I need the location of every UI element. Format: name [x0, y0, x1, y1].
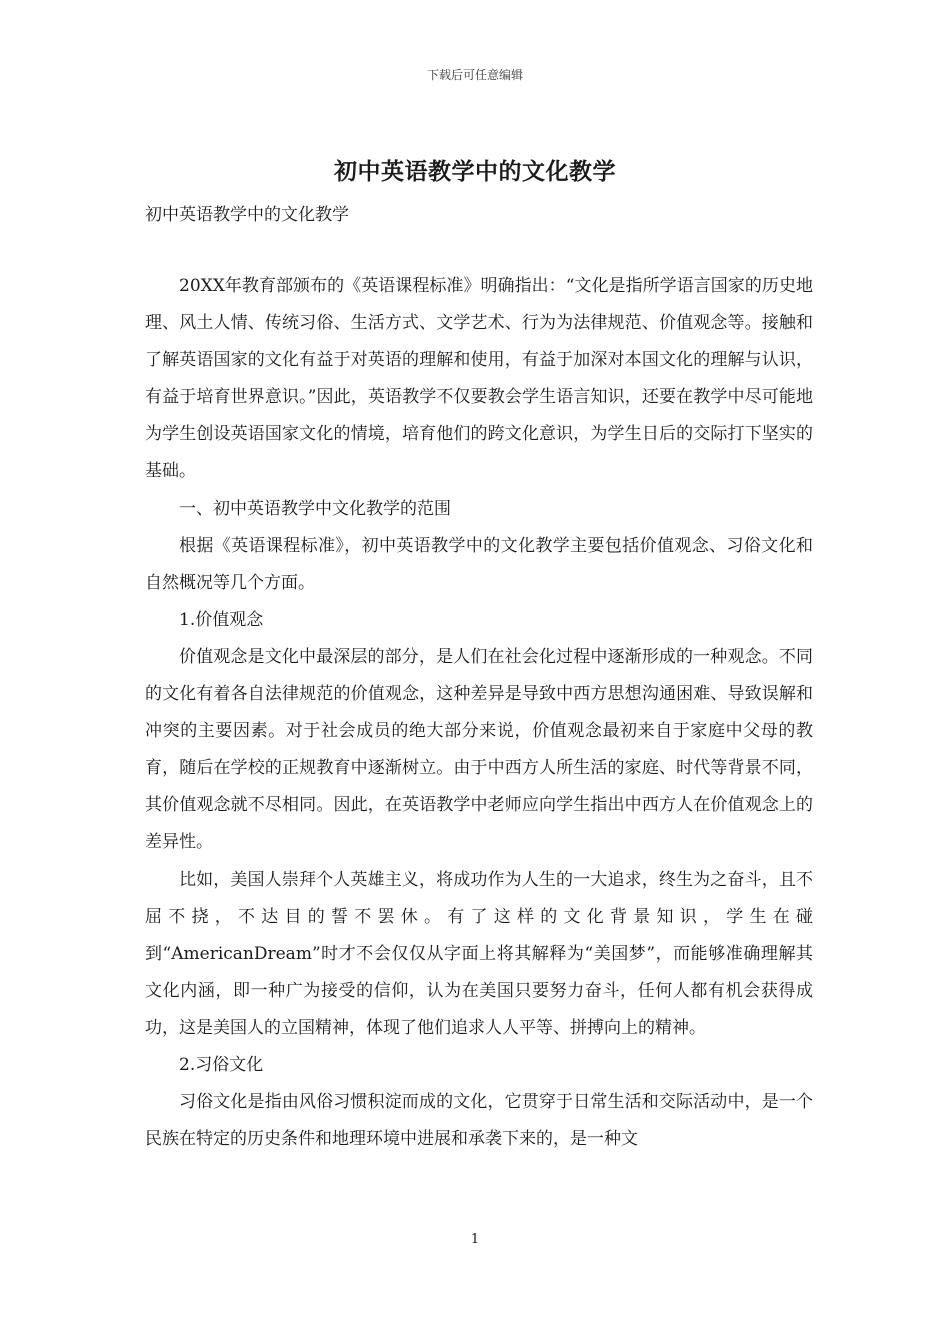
document-title: 初中英语教学中的文化教学 — [334, 158, 616, 185]
document-subtitle: 初中英语教学中的文化教学 — [145, 205, 349, 225]
section-heading-scope: 一、初中英语教学中文化教学的范围 — [179, 498, 451, 519]
subheading-values: 1.价值观念 — [179, 609, 264, 630]
paragraph-values: 价值观念是文化中最深层的部分，是人们在社会化过程中逐渐形成的一种观念。不同的文化有着各自法律规范的价值观念，这种差异是导致中西方思想沟通困难、导致误解和冲突的主要因素。对于社会成员的绝大部分来说，价值观念最初来自于家庭中父母的教育，随后在学校的正规教育中逐渐树立。由于中西方人所生活的家庭、时代等背景不同，其价值观念就不尽相同。因此，在英语教学中老师应向学生指出中西方人在价值观念上的差异性。 — [145, 646, 813, 853]
paragraph-example: 比如，美国人崇拜个人英雄主义，将成功作为人生的一大追求，终生为之奋斗，且不屈不挠，不达目的誓不罢休。有了这样的文化背景知识，学生在碰到“AmericanDream”时才不会仅仅从字面上将其解释为“美国梦”，而能够准确理解其文化内涵，即一种广为接受的信仰，认为在美国只要努力奋斗，任何人都有机会获得成功，这是美国人的立国精神，体现了他们追求人人平等、拼搏向上的精神。 — [145, 869, 813, 1038]
subheading-customs: 2.习俗文化 — [179, 1054, 264, 1075]
page-number: 1 — [470, 1232, 480, 1247]
paragraph-scope: 根据《英语课程标准》，初中英语教学中的文化教学主要包括价值观念、习俗文化和自然概况等几个方面。 — [145, 535, 813, 593]
paragraph-customs: 习俗文化是指由风俗习惯积淀而成的文化，它贯穿于日常生活和交际活动中，是一个民族在特定的历史条件和地理环境中进展和承袭下来的，是一种文 — [145, 1092, 813, 1150]
page-header-note: 下载后可任意编辑 — [426, 68, 523, 82]
paragraph-intro: 20XX年教育部颁布的《英语课程标准》明确指出：“文化是指所学语言国家的历史地理、风土人情、传统习俗、生活方式、文学艺术、行为为法律规范、价值观念等。接触和了解英语国家的文化有益于对英语的理解和使用，有益于加深对本国文化的理解与认识，有益于培育世界意识。”因此，英语教学不仅要教会学生语言知识，还要在教学中尽可能地为学生创设英语国家文化的情境，培育他们的跨文化意识，为学生日后的交际打下坚实的基础。 — [145, 276, 813, 482]
document-body — [145, 268, 813, 1158]
